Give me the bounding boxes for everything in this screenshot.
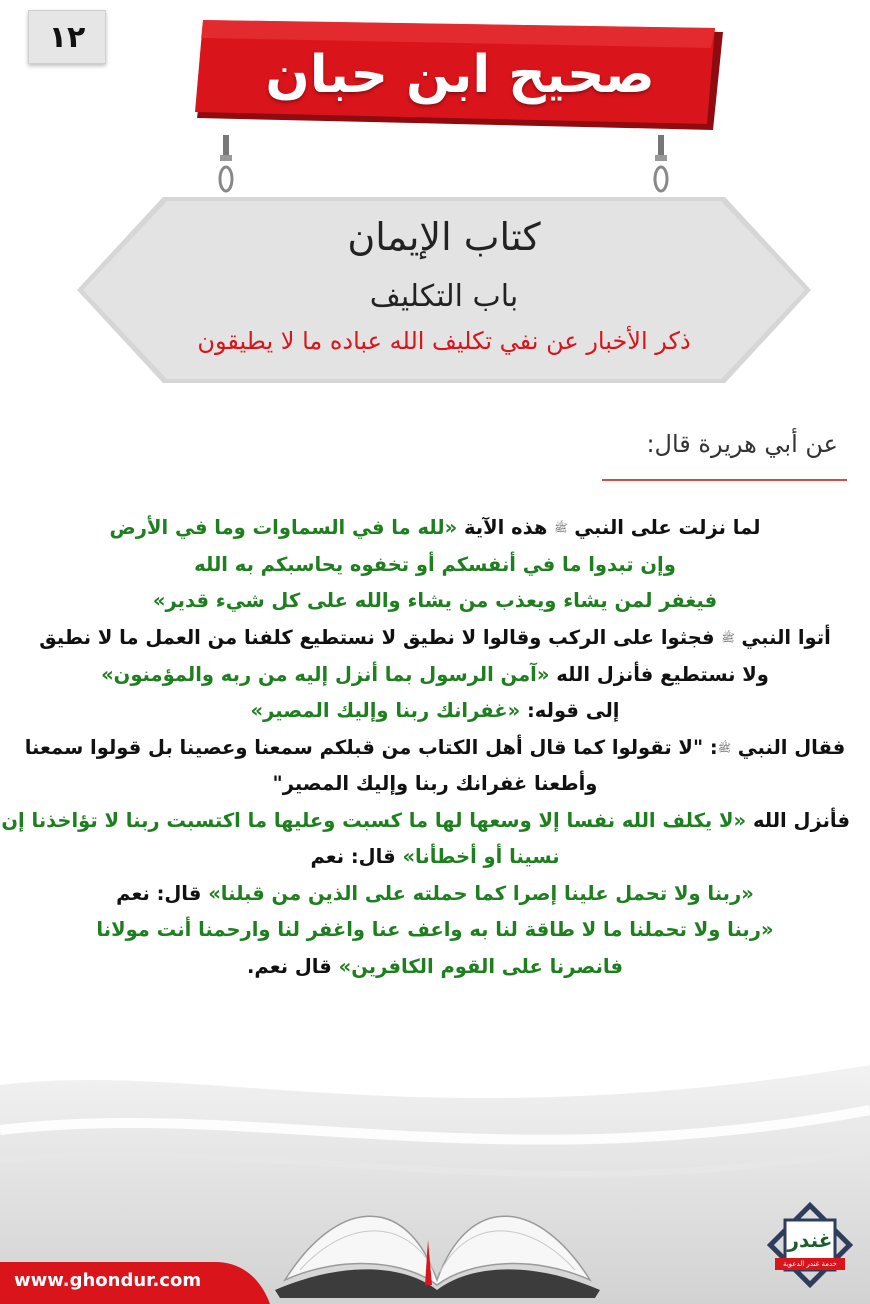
hadith-line: لما نزلت على النبي ﷺ هذه الآية «لله ما في السماوات وما في الأرض <box>109 516 761 539</box>
book-title: كتاب الإيمان <box>347 215 541 259</box>
hadith-line: فانصرنا على القوم الكافرين» قال نعم. <box>247 954 623 978</box>
hadith-line: إلى قوله: «غفرانك ربنا وإليك المصير» <box>250 699 620 722</box>
quran-text: «ربنا ولا تحمل علينا إصرا كما حملته على الذين من قبلنا» <box>208 881 754 905</box>
hadith-line: فأنزل الله «لا يكلف الله نفسا إلا وسعها لها ما كسبت وعليها ما اكتسبت ربنا لا تؤاخذنا إن <box>1 808 850 832</box>
hadith-text <box>1 510 850 985</box>
hadith-line: أتوا النبي ﷺ فجثوا على الركب وقالوا لا نطيق لا نستطيع كلفنا من العمل ما لا نطيق <box>39 625 831 649</box>
hadith-line: فقال النبي ﷺ: "لا تقولوا كما قال أهل الكتاب من قبلكم سمعنا وعصينا بل قولوا سمعنا <box>24 735 846 759</box>
chapter-title: باب التكليف <box>369 279 519 314</box>
hadith-line: ولا نستطيع فأنزل الله «آمن الرسول بما أنزل إليه من ربه والمؤمنون» <box>101 662 769 686</box>
hadith-line: نسينا أو أخطأنا» قال: نعم <box>310 845 560 869</box>
quran-text: «غفرانك ربنا وإليك المصير» <box>250 699 521 722</box>
heading-block <box>77 197 811 383</box>
book-collection-title: صحيح ابن حبان <box>265 45 655 105</box>
section-title: ذكر الأخبار عن نفي تكليف الله عباده ما لا يطيقون <box>197 327 691 355</box>
open-book-icon <box>265 1140 610 1300</box>
narrator-divider <box>602 479 847 481</box>
quran-text: «ربنا ولا تحملنا ما لا طاقة لنا به واعف عنا واغفر لنا وارحمنا أنت مولانا <box>96 918 774 942</box>
quran-text: «لا يكلف الله نفسا إلا وسعها لها ما كسبت وعليها ما اكتسبت ربنا لا تؤاخذنا إن <box>1 808 747 832</box>
quran-text: نسينا أو أخطأنا» <box>402 845 560 869</box>
quran-text: فانصرنا على القوم الكافرين» <box>338 954 623 978</box>
salutation-glyph: ﷺ <box>721 631 735 644</box>
narrator-line: عن أبي هريرة قال: <box>646 430 838 458</box>
hanging-hook-left <box>216 135 236 195</box>
logo-tagline: خدمة غندر الدعوية <box>775 1258 845 1270</box>
hanging-hook-right <box>651 135 671 195</box>
page-number: ١٢ <box>28 10 106 64</box>
hadith-line: وأطعنا غفرانك ربنا وإليك المصير" <box>272 772 598 796</box>
salutation-glyph: ﷺ <box>717 740 731 754</box>
quran-text: «لله ما في السماوات وما في الأرض <box>109 516 458 539</box>
salutation-glyph: ﷺ <box>554 521 568 535</box>
logo-name: غندر <box>787 1228 833 1252</box>
quran-text: فيغفر لمن يشاء ويعذب من يشاء والله على كل شيء قدير» <box>152 589 718 613</box>
quran-text: وإن تبدوا ما في أنفسكم أو تخفوه يحاسبكم به الله <box>194 552 676 576</box>
hadith-line: «ربنا ولا تحمل علينا إصرا كما حملته على الذين من قبلنا» قال: نعم <box>116 881 754 905</box>
quran-text: «آمن الرسول بما أنزل إليه من ربه والمؤمنون» <box>101 662 550 686</box>
website-link[interactable]: www.ghondur.com <box>14 1270 202 1291</box>
